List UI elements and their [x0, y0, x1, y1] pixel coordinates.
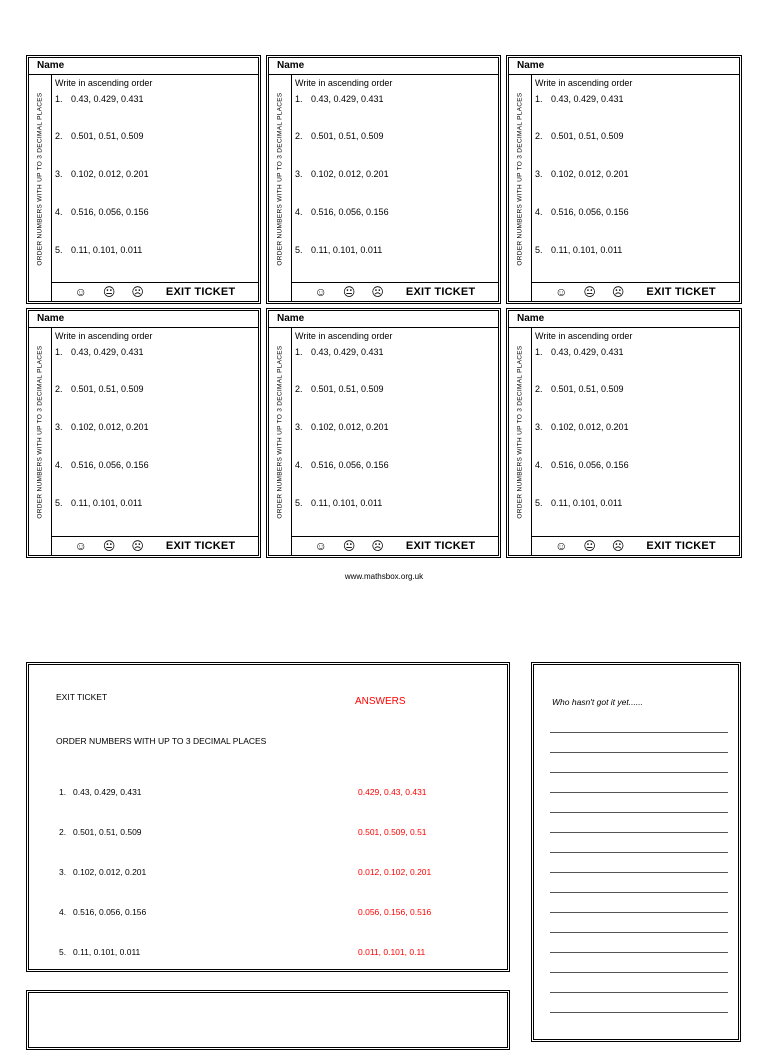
neutral-face-icon[interactable]: 😐	[583, 285, 596, 299]
answers-question-text: 0.43, 0.429, 0.431	[73, 787, 142, 797]
answers-question-text: 0.516, 0.056, 0.156	[73, 907, 147, 917]
answers-question-text: 0.102, 0.012, 0.201	[73, 867, 147, 877]
ticket-body	[535, 78, 735, 283]
question-text: 0.501, 0.51, 0.509	[551, 384, 624, 394]
question-text: 0.102, 0.012, 0.201	[551, 169, 629, 179]
answers-label: ANSWERS	[355, 696, 406, 707]
question-item	[295, 347, 384, 357]
answers-question-text: 0.11, 0.101, 0.011	[73, 947, 141, 957]
question-text: 0.501, 0.51, 0.509	[551, 131, 624, 141]
question-text: 0.43, 0.429, 0.431	[551, 347, 624, 357]
answers-question	[59, 827, 142, 837]
exit-ticket	[266, 55, 501, 304]
ticket-footer	[531, 282, 739, 301]
name-field[interactable]: Name	[269, 58, 498, 75]
answers-question	[59, 867, 146, 877]
writing-line[interactable]	[550, 872, 728, 873]
answers-heading: EXIT TICKET	[56, 692, 108, 702]
question-number: 1.	[55, 94, 63, 104]
name-field[interactable]: Name	[269, 311, 498, 328]
question-item	[535, 498, 622, 508]
question-number: 4.	[535, 207, 543, 217]
frowning-face-icon[interactable]: ☹	[611, 539, 625, 553]
question-number: 1.	[535, 94, 543, 104]
question-number: 2.	[295, 384, 303, 394]
question-number: 2.	[535, 131, 543, 141]
exit-ticket-label: EXIT TICKET	[165, 286, 236, 298]
answers-question-number: 2.	[59, 827, 67, 837]
exit-ticket	[266, 308, 501, 558]
ticket-body	[295, 331, 494, 537]
question-number: 5.	[295, 498, 303, 508]
smiley-face-icon[interactable]: ☺	[314, 539, 327, 553]
question-item	[55, 422, 149, 432]
writing-line[interactable]	[550, 732, 728, 733]
topic-text: ORDER NUMBERS WITH UP TO 3 DECIMAL PLACES	[516, 345, 524, 519]
question-number: 1.	[295, 347, 303, 357]
topic-side-label	[269, 327, 292, 537]
question-item	[535, 245, 622, 255]
writing-line[interactable]	[550, 972, 728, 973]
question-number: 5.	[535, 498, 543, 508]
exit-ticket-label: EXIT TICKET	[405, 540, 476, 552]
ticket-footer	[51, 282, 258, 301]
answers-subheading: ORDER NUMBERS WITH UP TO 3 DECIMAL PLACES	[56, 736, 267, 746]
question-text: 0.102, 0.012, 0.201	[551, 422, 629, 432]
answers-question-text: 0.501, 0.51, 0.509	[73, 827, 142, 837]
neutral-face-icon[interactable]: 😐	[102, 539, 116, 553]
exit-ticket	[26, 308, 261, 558]
exit-ticket-label: EXIT TICKET	[405, 286, 476, 298]
question-item	[535, 207, 629, 217]
answer-value: 0.429, 0.43, 0.431	[358, 787, 427, 797]
topic-side-label	[29, 74, 52, 283]
writing-line[interactable]	[550, 792, 728, 793]
writing-line[interactable]	[550, 952, 728, 953]
question-text: 0.11, 0.101, 0.011	[551, 498, 623, 508]
question-item	[295, 384, 384, 394]
exit-ticket	[506, 55, 742, 304]
exit-ticket	[506, 308, 742, 558]
ticket-body	[55, 78, 254, 283]
topic-side-label	[29, 327, 52, 537]
smiley-face-icon[interactable]: ☺	[555, 539, 568, 553]
ticket-body	[55, 331, 254, 537]
question-text: 0.501, 0.51, 0.509	[311, 384, 384, 394]
question-text: 0.43, 0.429, 0.431	[71, 94, 144, 104]
neutral-face-icon[interactable]: 😐	[342, 285, 356, 299]
topic-side-label	[509, 327, 532, 537]
topic-side-label	[269, 74, 292, 283]
question-text: 0.43, 0.429, 0.431	[551, 94, 624, 104]
question-item	[535, 169, 629, 179]
writing-line[interactable]	[550, 852, 728, 853]
question-item	[55, 207, 149, 217]
question-item	[55, 131, 144, 141]
question-item	[55, 169, 149, 179]
question-item	[535, 384, 624, 394]
question-number: 5.	[55, 245, 63, 255]
name-field[interactable]: Name	[509, 311, 739, 328]
writing-line[interactable]	[550, 832, 728, 833]
question-text: 0.102, 0.012, 0.201	[311, 169, 389, 179]
question-item	[55, 347, 144, 357]
question-text: 0.43, 0.429, 0.431	[71, 347, 144, 357]
instruction: Write in ascending order	[55, 78, 153, 88]
question-number: 2.	[535, 384, 543, 394]
instruction: Write in ascending order	[295, 331, 393, 341]
answer-value: 0.501, 0.509, 0.51	[358, 827, 427, 837]
question-text: 0.102, 0.012, 0.201	[71, 422, 149, 432]
exit-ticket-label: EXIT TICKET	[646, 540, 716, 552]
bottom-panel	[26, 990, 510, 1050]
topic-side-label	[509, 74, 532, 283]
answer-value: 0.012, 0.102, 0.201	[358, 867, 432, 877]
question-text: 0.11, 0.101, 0.011	[71, 245, 143, 255]
topic-text: ORDER NUMBERS WITH UP TO 3 DECIMAL PLACES	[276, 345, 284, 519]
question-text: 0.11, 0.101, 0.011	[551, 245, 623, 255]
question-text: 0.11, 0.101, 0.011	[311, 245, 383, 255]
question-number: 2.	[55, 384, 63, 394]
question-number: 3.	[295, 169, 303, 179]
writing-line[interactable]	[550, 752, 728, 753]
answers-question	[59, 907, 146, 917]
frowning-face-icon[interactable]: ☹	[611, 285, 625, 299]
topic-text: ORDER NUMBERS WITH UP TO 3 DECIMAL PLACES	[36, 91, 44, 266]
exit-ticket-label: EXIT TICKET	[646, 286, 716, 298]
question-item	[295, 94, 384, 104]
question-text: 0.501, 0.51, 0.509	[311, 131, 384, 141]
frowning-face-icon[interactable]: ☹	[371, 285, 384, 299]
name-field[interactable]: Name	[29, 311, 258, 328]
topic-text: ORDER NUMBERS WITH UP TO 3 DECIMAL PLACES	[516, 91, 524, 266]
question-item	[535, 347, 624, 357]
answer-value: 0.011, 0.101, 0.11	[358, 947, 426, 957]
writing-line[interactable]	[550, 892, 728, 893]
answers-question	[59, 787, 142, 797]
question-item	[55, 245, 142, 255]
smiley-face-icon[interactable]: ☺	[74, 539, 87, 553]
question-item	[535, 422, 629, 432]
question-number: 4.	[55, 207, 63, 217]
instruction: Write in ascending order	[535, 78, 633, 88]
question-text: 0.11, 0.101, 0.011	[71, 498, 143, 508]
question-item	[55, 498, 142, 508]
question-number: 3.	[55, 422, 63, 432]
question-number: 4.	[295, 460, 303, 470]
writing-line[interactable]	[550, 992, 728, 993]
instruction: Write in ascending order	[55, 331, 153, 341]
exit-ticket	[26, 55, 261, 304]
smiley-face-icon[interactable]: ☺	[314, 285, 327, 299]
website-url[interactable]: www.mathsbox.org.uk	[344, 572, 424, 581]
name-field[interactable]: Name	[509, 58, 739, 75]
question-number: 3.	[535, 422, 543, 432]
question-text: 0.102, 0.012, 0.201	[71, 169, 149, 179]
answers-question	[59, 947, 140, 957]
question-number: 1.	[55, 347, 63, 357]
question-item	[295, 131, 384, 141]
who-title: Who hasn't got it yet......	[552, 697, 643, 707]
question-text: 0.516, 0.056, 0.156	[551, 207, 629, 217]
who-hasnt-got-it-panel	[531, 662, 741, 1042]
question-number: 5.	[55, 498, 63, 508]
instruction: Write in ascending order	[295, 78, 393, 88]
exit-ticket-label: EXIT TICKET	[165, 540, 236, 552]
answer-value: 0.056, 0.156, 0.516	[358, 907, 432, 917]
question-item	[295, 422, 389, 432]
ticket-footer	[531, 536, 739, 555]
question-number: 3.	[55, 169, 63, 179]
question-text: 0.43, 0.429, 0.431	[311, 347, 384, 357]
question-number: 2.	[55, 131, 63, 141]
question-number: 4.	[535, 460, 543, 470]
question-item	[55, 384, 144, 394]
question-number: 3.	[535, 169, 543, 179]
question-text: 0.11, 0.101, 0.011	[311, 498, 383, 508]
question-text: 0.516, 0.056, 0.156	[311, 207, 389, 217]
instruction: Write in ascending order	[535, 331, 633, 341]
question-text: 0.516, 0.056, 0.156	[71, 207, 149, 217]
neutral-face-icon[interactable]: 😐	[102, 285, 116, 299]
frowning-face-icon[interactable]: ☹	[131, 539, 144, 553]
question-text: 0.516, 0.056, 0.156	[311, 460, 389, 470]
writing-line[interactable]	[550, 812, 728, 813]
question-item	[535, 131, 624, 141]
ticket-footer	[291, 536, 498, 555]
question-number: 4.	[55, 460, 63, 470]
smiley-face-icon[interactable]: ☺	[555, 285, 568, 299]
answers-question-number: 5.	[59, 947, 67, 957]
ticket-footer	[291, 282, 498, 301]
question-item	[295, 207, 389, 217]
question-text: 0.43, 0.429, 0.431	[311, 94, 384, 104]
writing-line[interactable]	[550, 1012, 728, 1013]
question-item	[535, 94, 624, 104]
ticket-footer	[51, 536, 258, 555]
topic-text: ORDER NUMBERS WITH UP TO 3 DECIMAL PLACES	[276, 91, 284, 266]
question-item	[55, 94, 144, 104]
question-text: 0.102, 0.012, 0.201	[311, 422, 389, 432]
ticket-body	[295, 78, 494, 283]
question-text: 0.501, 0.51, 0.509	[71, 131, 144, 141]
question-item	[55, 460, 149, 470]
neutral-face-icon[interactable]: 😐	[583, 539, 596, 553]
question-number: 1.	[535, 347, 543, 357]
ticket-body	[535, 331, 735, 537]
question-item	[535, 460, 629, 470]
writing-line[interactable]	[550, 912, 728, 913]
frowning-face-icon[interactable]: ☹	[131, 285, 144, 299]
question-text: 0.516, 0.056, 0.156	[551, 460, 629, 470]
question-item	[295, 169, 389, 179]
question-number: 5.	[295, 245, 303, 255]
question-text: 0.516, 0.056, 0.156	[71, 460, 149, 470]
question-item	[295, 245, 382, 255]
answers-question-number: 4.	[59, 907, 67, 917]
topic-text: ORDER NUMBERS WITH UP TO 3 DECIMAL PLACES	[36, 345, 44, 519]
answers-panel	[26, 662, 510, 972]
question-text: 0.501, 0.51, 0.509	[71, 384, 144, 394]
frowning-face-icon[interactable]: ☹	[371, 539, 384, 553]
question-number: 3.	[295, 422, 303, 432]
answers-question-number: 3.	[59, 867, 67, 877]
name-field[interactable]: Name	[29, 58, 258, 75]
writing-line[interactable]	[550, 932, 728, 933]
question-number: 5.	[535, 245, 543, 255]
question-number: 1.	[295, 94, 303, 104]
question-item	[295, 498, 382, 508]
question-item	[295, 460, 389, 470]
writing-line[interactable]	[550, 772, 728, 773]
question-number: 4.	[295, 207, 303, 217]
smiley-face-icon[interactable]: ☺	[74, 285, 87, 299]
question-number: 2.	[295, 131, 303, 141]
answers-question-number: 1.	[59, 787, 67, 797]
neutral-face-icon[interactable]: 😐	[342, 539, 356, 553]
